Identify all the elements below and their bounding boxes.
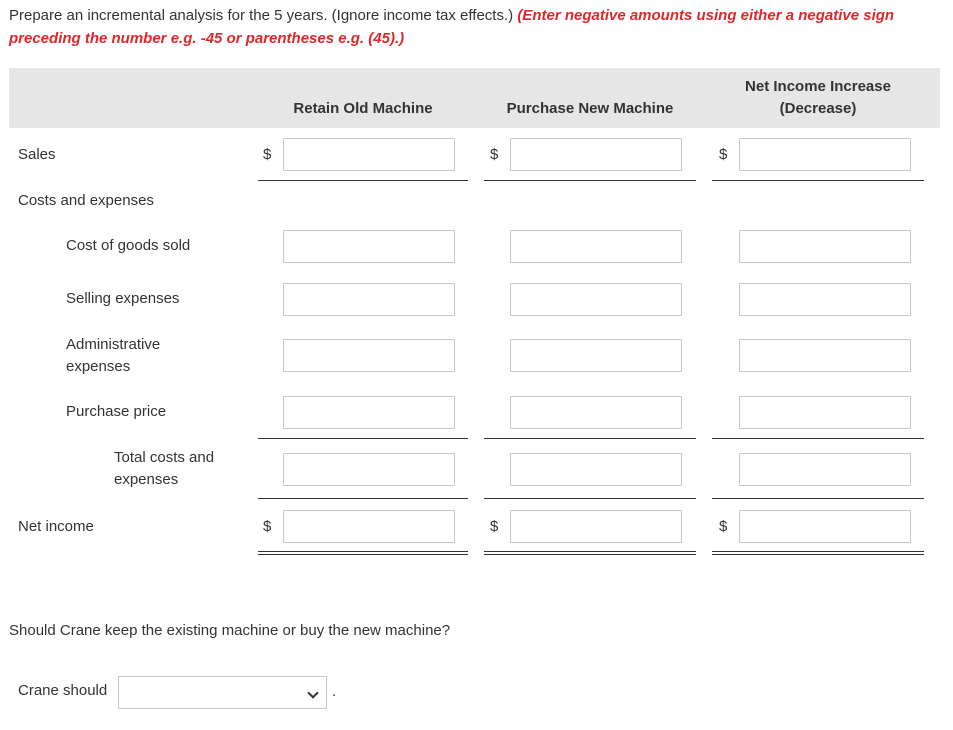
- rule: [712, 498, 924, 499]
- double-rule: [484, 551, 696, 555]
- rule: [484, 498, 696, 499]
- currency-symbol: $: [719, 518, 728, 535]
- cogs-net-input[interactable]: [739, 230, 911, 263]
- answer-label: Crane should: [18, 682, 108, 699]
- row-label-total-costs: [114, 447, 214, 491]
- row-label-purchase-price: Purchase price: [66, 403, 167, 420]
- row-label-costs: Costs and expenses: [18, 192, 154, 209]
- currency-symbol: $: [490, 518, 499, 535]
- instructions: [9, 4, 944, 50]
- column-header-net-line1: Net Income Increase: [745, 78, 891, 95]
- net-income-purchase-input[interactable]: [510, 510, 682, 543]
- column-header-net: [712, 76, 924, 120]
- selling-purchase-input[interactable]: [510, 283, 682, 316]
- currency-symbol: $: [263, 518, 272, 535]
- sales-retain-input[interactable]: [283, 138, 455, 171]
- admin-purchase-input[interactable]: [510, 339, 682, 372]
- rule: [258, 180, 468, 181]
- row-label-net-income: Net income: [18, 518, 94, 535]
- rule: [258, 498, 468, 499]
- row-label-cogs: Cost of goods sold: [66, 237, 191, 254]
- question-text: Should Crane keep the existing machine or buy the new machine?: [9, 622, 451, 639]
- cogs-retain-input[interactable]: [283, 230, 455, 263]
- row-label-total-line2: expenses: [114, 471, 179, 488]
- total-costs-net-input[interactable]: [739, 453, 911, 486]
- double-rule: [712, 551, 924, 555]
- row-label-selling: Selling expenses: [66, 290, 180, 307]
- row-label-admin: [66, 334, 160, 378]
- rule: [712, 438, 924, 439]
- column-header-retain: Retain Old Machine: [293, 100, 433, 117]
- currency-symbol: $: [490, 146, 499, 163]
- row-label-admin-line2: expenses: [66, 358, 131, 375]
- selling-net-input[interactable]: [739, 283, 911, 316]
- currency-symbol: $: [263, 146, 272, 163]
- rule: [484, 180, 696, 181]
- admin-net-input[interactable]: [739, 339, 911, 372]
- currency-symbol: $: [719, 146, 728, 163]
- net-income-net-input[interactable]: [739, 510, 911, 543]
- instructions-text: Prepare an incremental analysis for the 5 years. (Ignore income tax effects.): [9, 7, 518, 24]
- total-costs-retain-input[interactable]: [283, 453, 455, 486]
- rule: [712, 180, 924, 181]
- row-label-sales: Sales: [18, 146, 56, 163]
- sales-purchase-input[interactable]: [510, 138, 682, 171]
- column-header-net-line2: (Decrease): [779, 100, 857, 117]
- selling-retain-input[interactable]: [283, 283, 455, 316]
- rule: [258, 438, 468, 439]
- decision-dropdown[interactable]: [118, 676, 327, 709]
- total-costs-purchase-input[interactable]: [510, 453, 682, 486]
- chevron-down-icon: [307, 687, 318, 698]
- double-rule: [258, 551, 468, 555]
- purchase-price-net-input[interactable]: [739, 396, 911, 429]
- rule: [484, 438, 696, 439]
- sales-net-input[interactable]: [739, 138, 911, 171]
- purchase-price-purchase-input[interactable]: [510, 396, 682, 429]
- net-income-retain-input[interactable]: [283, 510, 455, 543]
- sentence-period: .: [332, 683, 337, 700]
- instructions-warning: (Enter negative amounts using either a negative sign preceding the number e.g. -45 or parentheses e.g. (45).): [9, 7, 895, 47]
- purchase-price-retain-input[interactable]: [283, 396, 455, 429]
- row-label-admin-line1: Administrative: [66, 336, 161, 353]
- row-label-total-line1: Total costs and: [114, 449, 215, 466]
- cogs-purchase-input[interactable]: [510, 230, 682, 263]
- admin-retain-input[interactable]: [283, 339, 455, 372]
- column-header-purchase: Purchase New Machine: [506, 100, 674, 117]
